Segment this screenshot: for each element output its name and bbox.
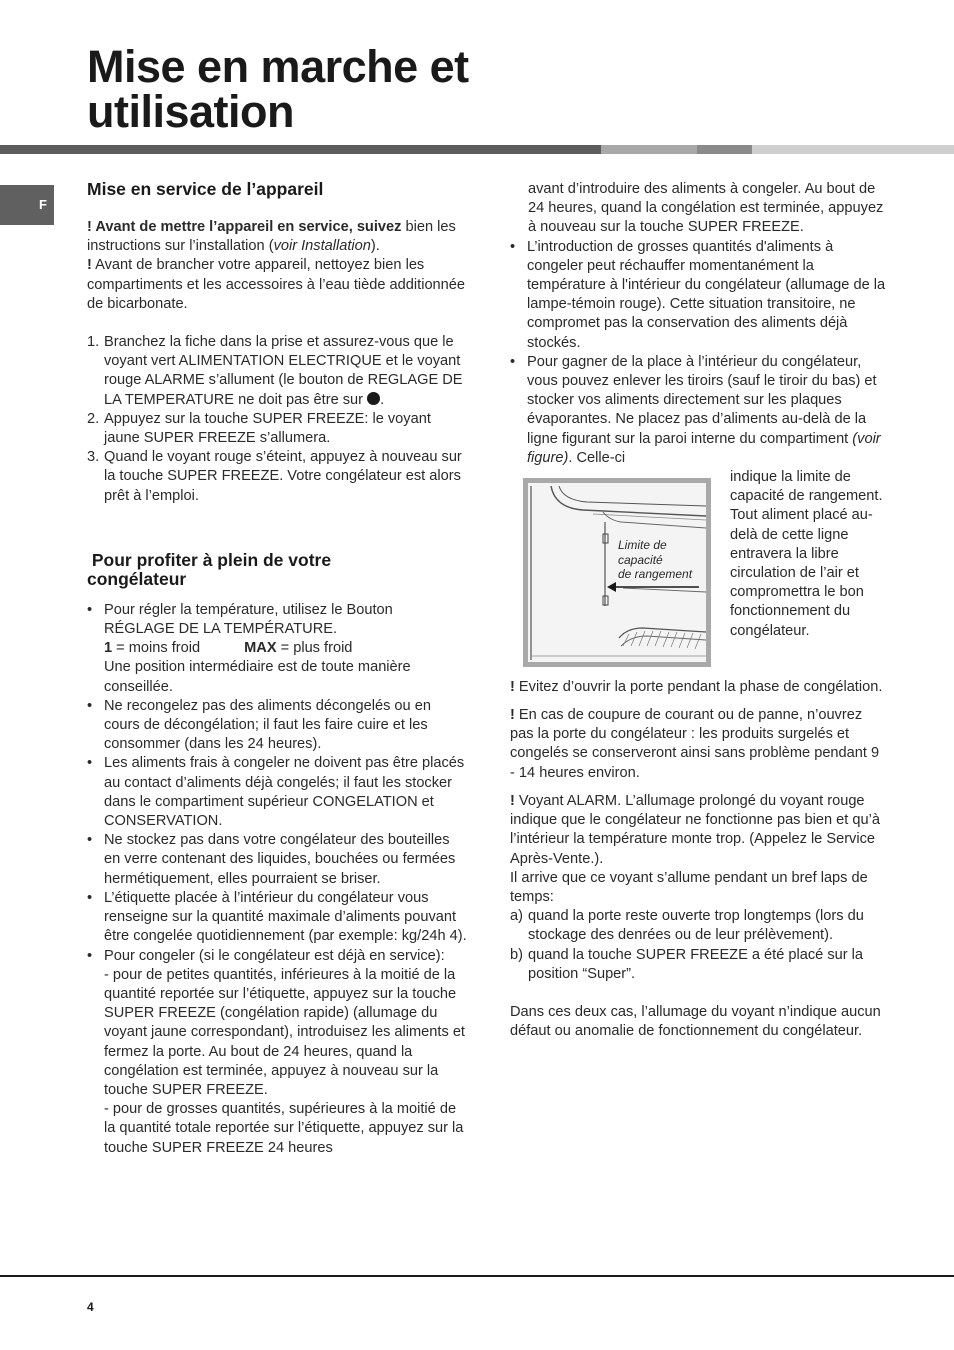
- step-number: 3.: [87, 449, 100, 466]
- step-end: .: [380, 391, 385, 408]
- list-item: • Ne stockez pas dans votre congélateur des bouteilles en verre contenant des liquides, bouchées ou fermées hermétiquement, elles pourraient se briser.: [87, 831, 467, 889]
- figure-label: [618, 538, 692, 582]
- installation-reference: voir Installation: [273, 238, 371, 255]
- max-setting-label: MAX: [244, 640, 277, 657]
- list-item-note: Une position intermédiaire est de toute manière conseillée.: [104, 659, 411, 695]
- header-rule-light: [752, 145, 954, 154]
- footer-rule: [0, 1275, 954, 1277]
- warning-mark: !: [510, 792, 515, 809]
- step-text: Branchez la fiche dans la prise et assurez-vous que le voyant vert ALIMENTATION ELECTRIQUE et le voyant rouge ALARME s’allument (le bouton de REGLAGE DE LA TEMPERATURE ne doit pas être sur: [104, 334, 463, 408]
- step-text: Appuyez sur la touche SUPER FREEZE: le voyant jaune SUPER FREEZE s’allumera.: [104, 410, 431, 447]
- section1-heading: Mise en service de l’appareil: [87, 179, 324, 199]
- page-number: 4: [87, 1300, 94, 1314]
- step-number: 1.: [87, 334, 100, 351]
- step-number: 2.: [87, 410, 100, 427]
- list-item-storage: [510, 353, 888, 468]
- warning-installation-text: bien les instructions sur l’installation (: [87, 219, 456, 255]
- list-item-text: Pour gagner de la place à l’intérieur du congélateur, vous pouvez enlever les tiroirs (sauf le tiroir du bas) et stocker vos aliments directement sur les plaques évaporantes. Ne placez pas d’aliments au-delà de la ligne figurant sur la paroi interne du compartiment: [527, 353, 877, 447]
- min-setting-text: = moins froid: [112, 640, 201, 657]
- section2-heading-line1: Pour profiter à plein de votre: [87, 549, 332, 570]
- language-tab: [0, 185, 54, 225]
- header-rule-dark: [0, 145, 601, 154]
- alarm-case-b: [510, 946, 888, 984]
- left-column: [87, 180, 467, 1158]
- final-note: Dans ces deux cas, l’allumage du voyant n’indique aucun défaut ou anomalie de fonctionnement du congélateur.: [510, 1003, 881, 1040]
- warning-mark: !: [87, 257, 92, 274]
- figure-label-line2: capacité: [618, 552, 663, 567]
- list-item: • Ne recongelez pas des aliments décongelés ou en cours de décongélation; il faut les faire cuire et les consommer (dans les 24 heures).: [87, 697, 467, 755]
- note-text: Evitez d’ouvrir la porte pendant la phase de congélation.: [514, 678, 883, 695]
- page-title-line2: utilisation: [87, 86, 294, 137]
- list-item-text: Pour congeler (si le congélateur est déjà en service):: [104, 947, 445, 964]
- section2-heading: [87, 551, 467, 589]
- warning-installation-bold: ! Avant de mettre l’appareil en service, suivez: [87, 219, 402, 235]
- list-item-freezing: [87, 947, 467, 1158]
- note-alarm: [510, 792, 888, 869]
- figure-label-line1: Limite de: [618, 538, 667, 552]
- list-item: • L’introduction de grosses quantités d'aliments à congeler peut réchauffer momentanément la température à l'intérieur du congélateur (allumage de la lampe-témoin rouge). Cette situation transitoire, ne compromet pas la conservation des aliments déjà stockés.: [510, 238, 888, 353]
- figure-reference: (voir figure): [527, 430, 881, 466]
- list-item-text: Pour régler la température, utilisez le Bouton RÉGLAGE DE LA TEMPÉRATURE.: [104, 601, 393, 638]
- header-rule-dark2: [697, 145, 752, 154]
- figure-caption-text: indique la limite de capacité de rangement. Tout aliment placé au-delà de cette ligne entravera la libre circulation de l’air et compromettra le bon fonctionnement du congélateur.: [730, 469, 883, 639]
- figure-label-line3: de rangement: [618, 567, 693, 581]
- filled-circle-icon: [367, 392, 380, 405]
- freezer-capacity-figure: [523, 478, 711, 667]
- case-text: quand la porte reste ouverte trop longtemps (lors du stockage des denrées ou de leur prélèvement).: [528, 908, 864, 944]
- freezing-large-quantities: - pour de grosses quantités, supérieures à la moitié de la quantité totale reportée sur l’étiquette, appuyez sur la touche SUPER FREEZE 24 heures: [104, 1101, 464, 1156]
- note-power-outage: [510, 706, 888, 783]
- warning-mark: !: [510, 678, 515, 695]
- warning-installation-end: ).: [370, 238, 380, 255]
- note-door: [510, 678, 888, 697]
- max-setting-text: = plus froid: [276, 640, 353, 657]
- freezing-small-quantities: - pour de petites quantités, inférieures à la moitié de la quantité reportée sur l’étiquette, appuyez sur la touche SUPER FREEZE (congélation rapide) (allumage du voyant jaune correspondant), introduisez les aliments et fermez la porte. Au bout de 24 heures, quand la congélation est terminée, appuyez à nouveau sur la touche SUPER FREEZE.: [104, 966, 465, 1098]
- page-title: [87, 41, 469, 137]
- list-item: • L’étiquette placée à l’intérieur du congélateur vous renseigne sur la quantité maximale d’aliments pouvant être congelée quotidiennement (par exemple: kg/24h 4).: [87, 889, 467, 947]
- step-text: Quand le voyant rouge s’éteint, appuyez à nouveau sur la touche SUPER FREEZE. Votre congélateur est alors prêt à l’emploi.: [104, 449, 462, 504]
- note-text: Voyant ALARM. L’allumage prolongé du voyant rouge indique que le congélateur ne fonctionne pas bien et qu’à l’intérieur la température monte trop. (Appelez le Service Après-Vente.).: [510, 792, 880, 867]
- list-item: • Les aliments frais à congeler ne doivent pas être placés au contact d’aliments déjà congelés; il faut les stocker dans le compartiment supérieur CONGELATION et CONSERVATION.: [87, 754, 467, 831]
- warning-cleaning: [87, 256, 467, 314]
- page-title-line1: Mise en marche et: [87, 41, 469, 92]
- list-item-end: . Celle-ci: [568, 449, 626, 466]
- section2-heading-line2: congélateur: [87, 568, 187, 589]
- case-text: quand la touche SUPER FREEZE a été placé sur la position “Super”.: [528, 946, 864, 982]
- alarm-case-a: [510, 907, 888, 945]
- min-setting-label: 1: [104, 640, 113, 657]
- step-1: [87, 333, 467, 410]
- header-rule-mid: [601, 145, 697, 154]
- language-tab-label: F: [39, 197, 47, 212]
- list-item-temperature: [87, 601, 467, 697]
- note-text: En cas de coupure de courant ou de panne, n’ouvrez pas la porte du congélateur : les produits surgelés et congelés se conserveront ainsi sans problème pendant 9 - 14 heures environ.: [510, 707, 880, 781]
- continuation-text: avant d’introduire des aliments à congeler. Au bout de 24 heures, quand la congélation est terminée, appuyez à nouveau sur la touche SUPER FREEZE.: [528, 181, 884, 236]
- case-label: a): [510, 908, 523, 925]
- warning-cleaning-text: Avant de brancher votre appareil, nettoyez bien les compartiments et les accessoires à l’eau tiède additionnée de bicarbonate.: [87, 257, 466, 312]
- case-label: b): [510, 946, 523, 963]
- step-2: [87, 410, 467, 448]
- warning-mark: !: [510, 707, 515, 724]
- step-3: [87, 448, 467, 506]
- alarm-explanation: Il arrive que ce voyant s’allume pendant un bref laps de temps:: [510, 869, 868, 905]
- warning-installation: [87, 218, 467, 256]
